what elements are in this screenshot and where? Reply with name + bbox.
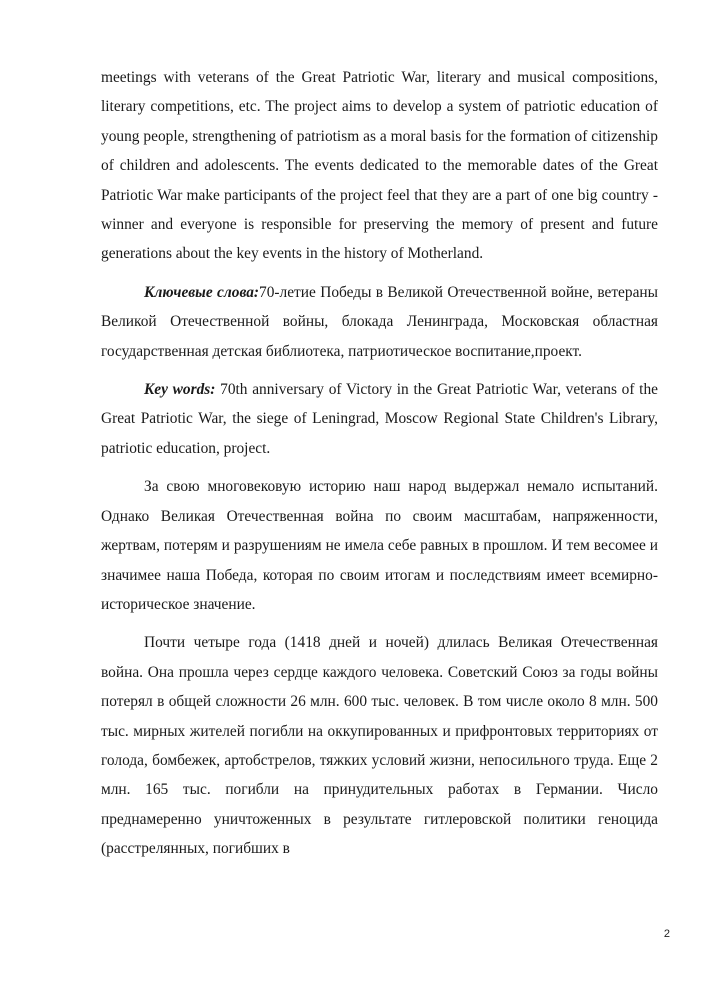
abstract-continuation-paragraph: meetings with veterans of the Great Patriotic War, literary and musical compositions, literary competitions, etc. The project aims to develop a system of patriotic education of young people, strengthening of patriotism as a moral basis for the formation of citizenship of children and adolescents. The events dedicated to the memorable dates of the Great Patriotic War make participants of the project feel that they are a part of one big country - winner and everyone is responsible for preserving the memory of present and future generations about the key events in the history of Motherland. (101, 69, 658, 263)
body-paragraph: За свою многовековую историю наш народ выдержал немало испытаний. Однако Великая Отечественная война по своим масштабам, напряженности, жертвам, потерям и разрушениям не имела себе равных в прошлом. И тем весомее и значимее наша Победа, которая по своим итогам и последствиям имеет всемирно-историческое значение. (101, 478, 658, 613)
keywords-ru-paragraph (101, 278, 658, 366)
keywords-en-paragraph (101, 375, 658, 463)
keywords-ru-label: Ключевые слова: (144, 283, 260, 301)
page-number: 2 (663, 928, 670, 940)
keywords-en-label: Key words: (144, 381, 216, 399)
keywords-ru-text: 70-летие Победы в Великой Отечественной войне, ветераны Великой Отечественной войны, блокада Ленинграда, Московская областная государственная детская библиотека, патриотическое воспитание,проект. (101, 283, 658, 360)
body-paragraph: Почти четыре года (1418 дней и ночей) длилась Великая Отечественная война. Она прошла через сердце каждого человека. Советский Союз за годы войны потерял в общей сложности 26 млн. 600 тыс. человек. В том числе около 8 млн. 500 тыс. мирных жителей погибли на оккупированных и прифронтовых территориях от голода, бомбежек, артобстрелов, тяжких условий жизни, непосильного труда. Еще 2 млн. 165 тыс. погибли на принудительных работах в Германии. Число преднамеренно уничтоженных в результате гитлеровской политики геноцида (расстрелянных, погибших в (101, 634, 658, 858)
document-body (101, 63, 658, 873)
keywords-en-text: 70th anniversary of Victory in the Great Patriotic War, veterans of the Great Patriotic War, the siege of Leningrad, Moscow Regional State Children's Library, patriotic education, project. (101, 381, 658, 457)
